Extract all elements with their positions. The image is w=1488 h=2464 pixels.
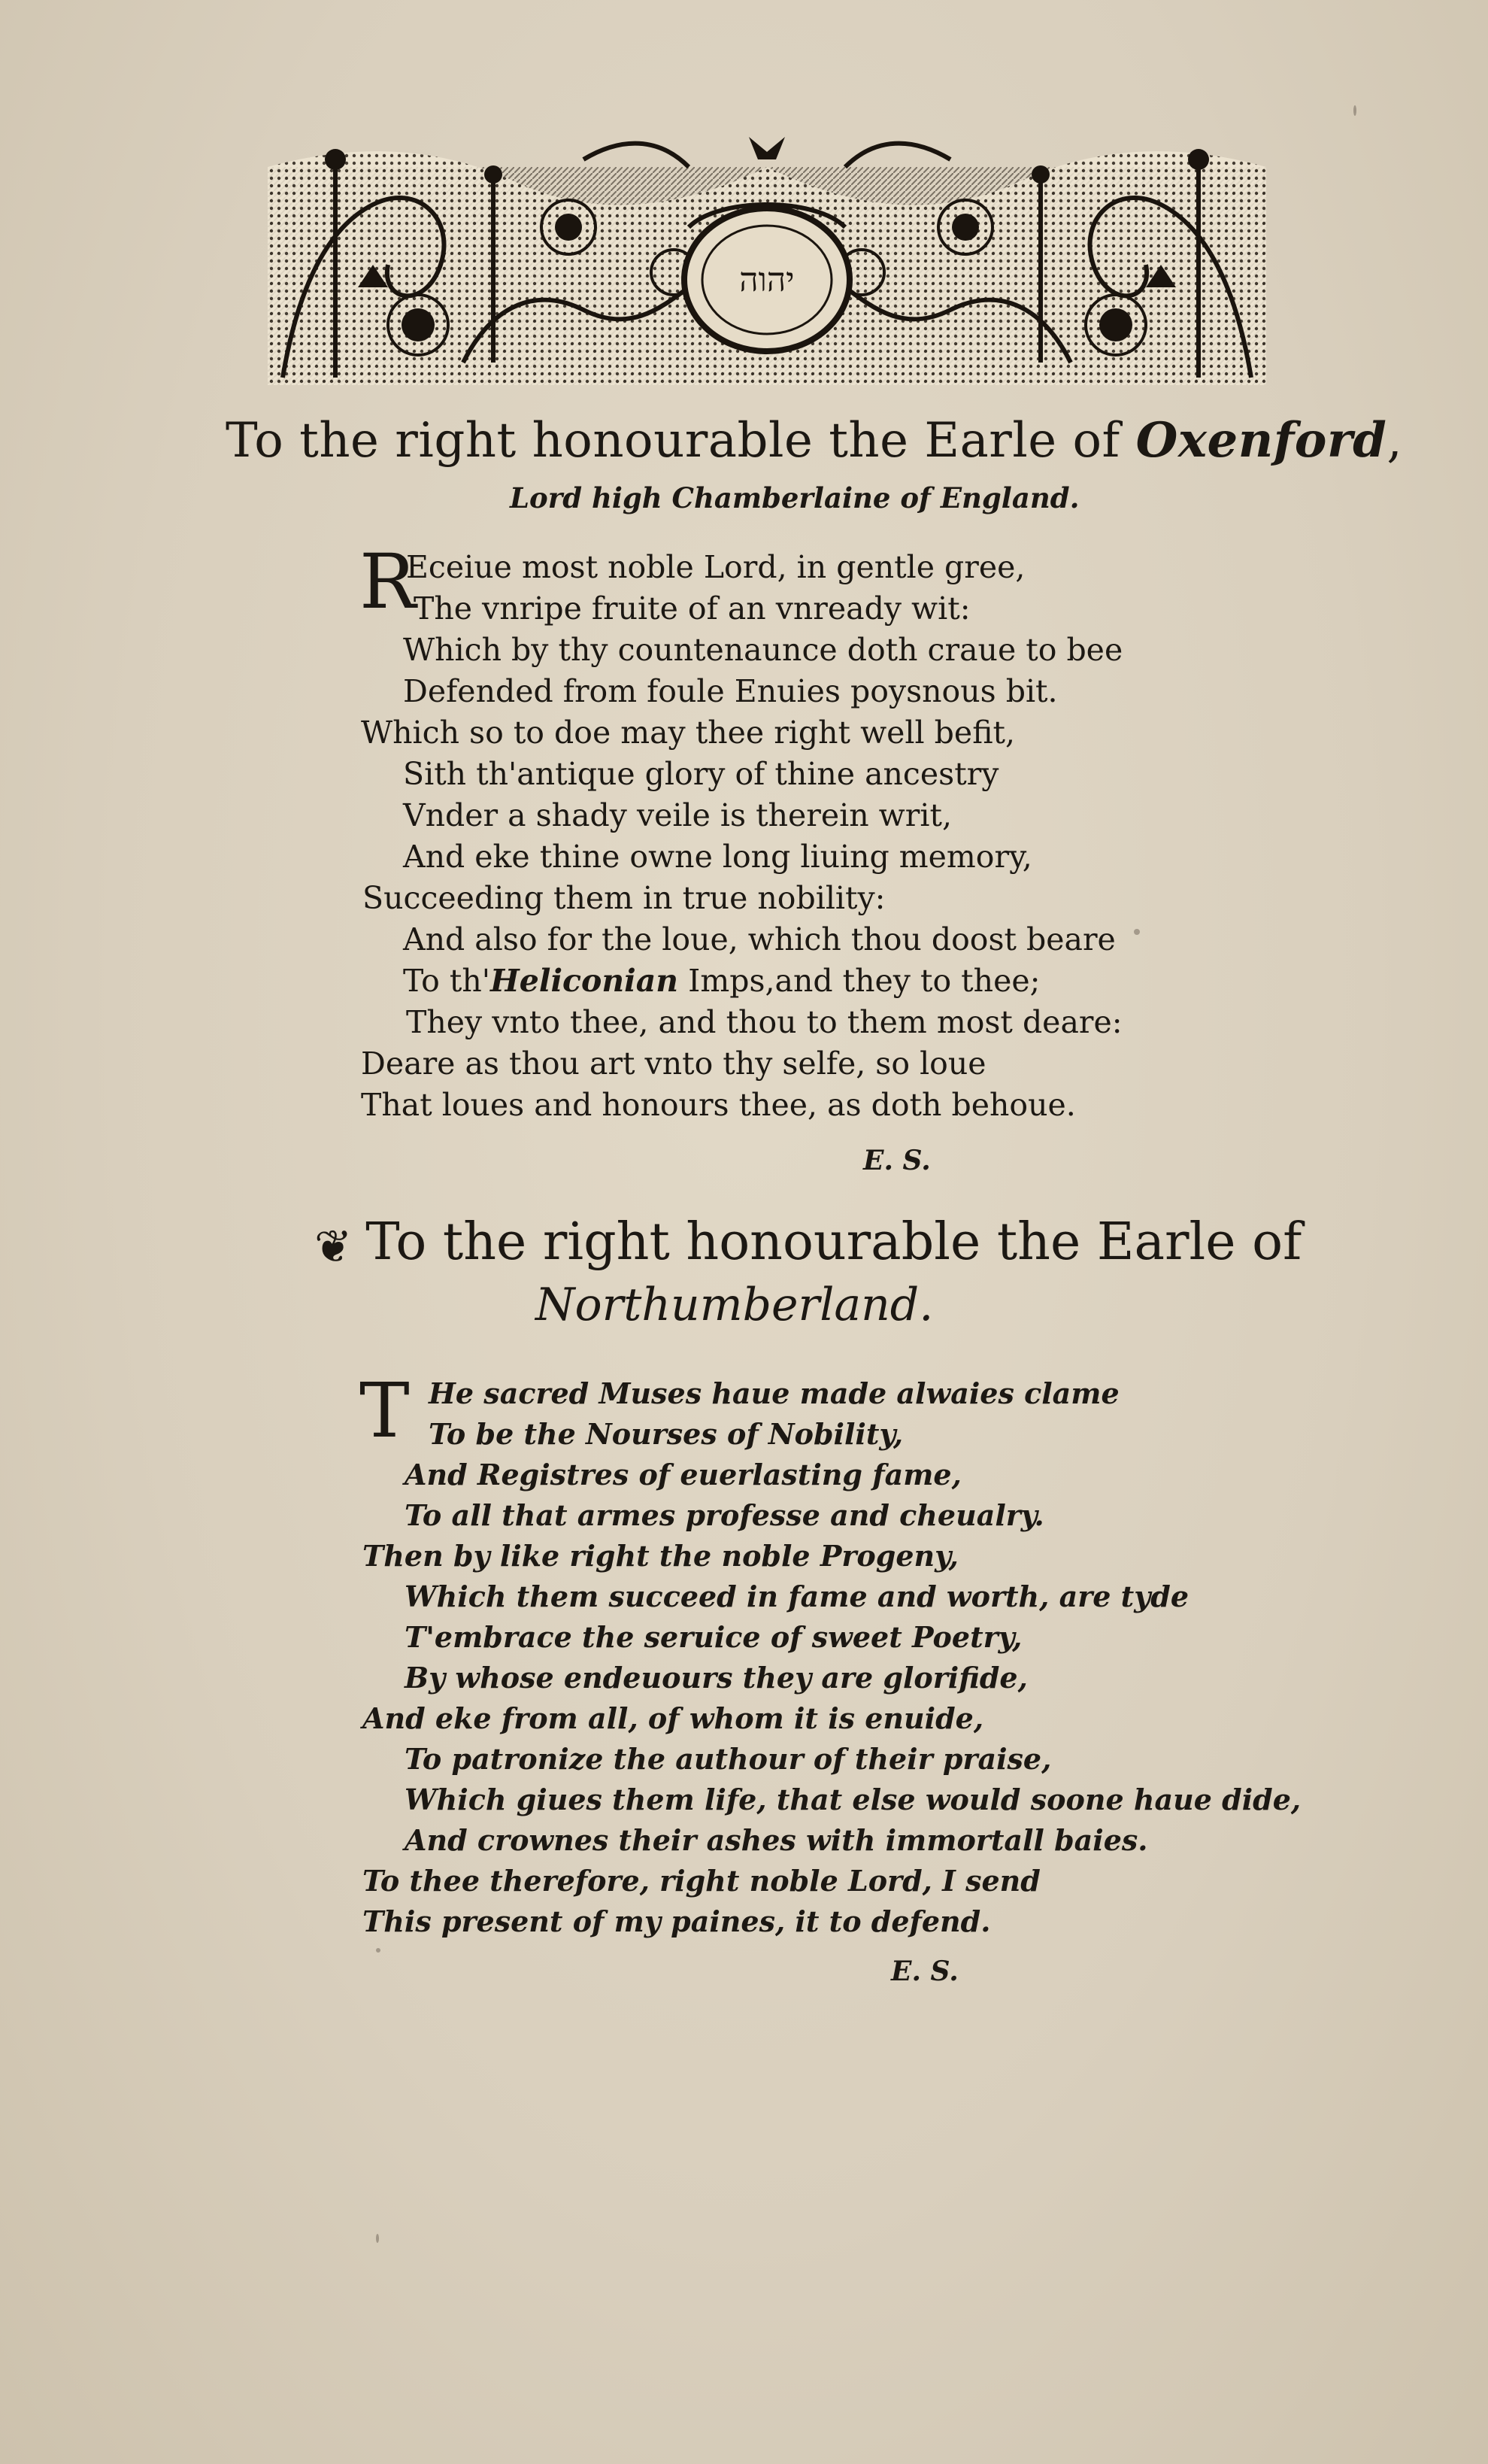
paper-speck (376, 1948, 380, 1953)
ornament-center-text: יהוה (739, 261, 795, 299)
poem2-line: He sacred Muses haue made alwaies clame (429, 1376, 1120, 1410)
paper-speck (1353, 105, 1356, 116)
poem1-line: Sith th'antique glory of thine ancestry (403, 756, 999, 792)
poem1-line: And also for the loue, which thou doost beare (403, 921, 1116, 957)
poem2-line: Which them succeed in fame and worth, are tyde (405, 1579, 1189, 1613)
poem1-line: Vnder a shady veile is therein writ, (403, 797, 952, 833)
poem1-line (403, 963, 1040, 999)
poem2-line: T'embrace the seruice of sweet Poetry, (405, 1620, 1023, 1654)
poem1-line: Succeeding them in true nobility: (362, 880, 886, 916)
poem2-line: And eke from all, of whom it is enuide, (362, 1701, 984, 1735)
poem1-line: And eke thine owne long liuing memory, (403, 839, 1032, 875)
poem2-line: Then by like right the noble Progeny, (362, 1539, 959, 1573)
fleuron-icon: ❦ (314, 1221, 353, 1273)
poem1-signature: E. S. (863, 1145, 931, 1176)
poem1-title-plain: To the right honourable the Earle of (226, 413, 1136, 469)
poem1-line-italic: Heliconian (490, 963, 679, 999)
poem1-line: The vnripe fruite of an vnready wit: (414, 590, 971, 627)
poem2-line: To patronize the authour of their praise, (405, 1742, 1052, 1776)
paper-speck (1134, 929, 1140, 935)
poem1-line: Which by thy countenaunce doth craue to bee (403, 632, 1123, 668)
poem1-title-end: , (1386, 413, 1403, 469)
poem2-line: To all that armes professe and cheualry. (405, 1498, 1044, 1532)
poem1-subtitle: Lord high Chamberlaine of England. (510, 481, 1080, 514)
poem2-line: To thee therefore, right noble Lord, I send (362, 1864, 1041, 1898)
poem1-title-italic: Oxenford (1135, 412, 1387, 469)
poem1-dropcap: R (359, 538, 417, 626)
poem2-line: And Registres of euerlasting fame, (405, 1458, 962, 1491)
poem1-line: Eceiue most noble Lord, in gentle gree, (406, 549, 1026, 585)
poem1-line: Defended from foule Enuies poysnous bit. (403, 673, 1058, 709)
poem2-title-line2: Northumberland. (535, 1279, 934, 1331)
poem2-line: To be the Nourses of Nobility, (429, 1417, 904, 1451)
poem2-dropcap: T (359, 1367, 410, 1455)
poem2-line: This present of my paines, it to defend. (362, 1904, 991, 1938)
poem1-line: They vnto thee, and thou to them most deare: (406, 1004, 1123, 1040)
poem1-line-start: To th' (403, 963, 491, 999)
poem2-line: And crownes their ashes with immortall baies. (405, 1823, 1148, 1857)
poem2-line: By whose endeuours they are glorifide, (405, 1661, 1028, 1695)
poem1-line-end: Imps,and they to thee; (678, 963, 1041, 999)
paper-speck (376, 2234, 379, 2243)
poem2-signature: E. S. (891, 1956, 959, 1987)
poem2-title (314, 1212, 1367, 1273)
poem2-line: Which giues them life, that else would soone haue dide, (405, 1783, 1302, 1816)
poem2-title-line1: To the right honourable the Earle of (365, 1212, 1302, 1272)
headpiece-ornament-icon (268, 137, 1266, 385)
poem1-line: Which so to doe may thee right well befit, (361, 715, 1016, 751)
poem1-line: Deare as thou art vnto thy selfe, so loue (361, 1045, 986, 1082)
poem1-line: That loues and honours thee, as doth behoue. (361, 1087, 1076, 1123)
poem1-title (226, 412, 1403, 469)
